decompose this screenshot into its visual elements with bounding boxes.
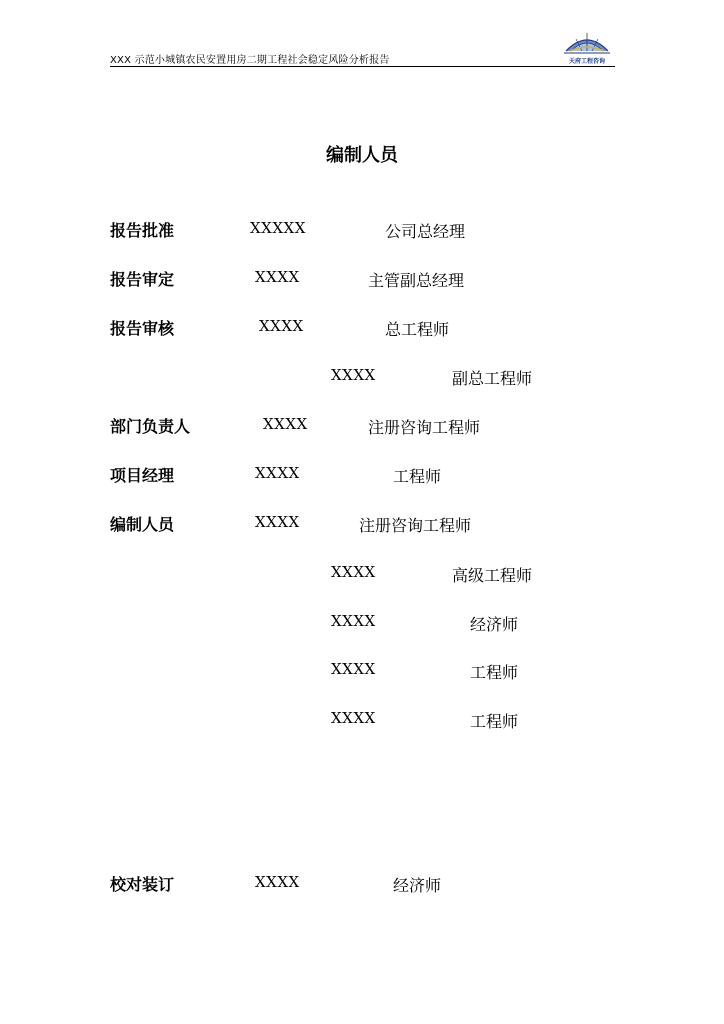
- logo-caption: 天府工程咨询: [568, 58, 605, 65]
- staff-title: 注册咨询工程师: [359, 516, 472, 535]
- staff-name: XXXX: [255, 268, 300, 286]
- staff-name: XXXX: [263, 415, 308, 433]
- staff-title: 注册咨询工程师: [368, 418, 481, 437]
- staff-title: 副总工程师: [452, 369, 533, 388]
- role-label: 部门负责人: [110, 417, 191, 436]
- staff-name: XXXX: [331, 563, 376, 581]
- staff-name: XXXX: [331, 660, 376, 678]
- staff-name: XXXX: [331, 709, 376, 727]
- staff-title: 工程师: [393, 467, 442, 486]
- staff-title: 高级工程师: [452, 566, 533, 585]
- staff-title: 工程师: [470, 663, 519, 682]
- staff-title: 公司总经理: [385, 222, 466, 241]
- staff-title: 经济师: [393, 876, 442, 895]
- staff-title: 主管副总经理: [368, 271, 465, 290]
- staff-name: XXXX: [255, 873, 300, 891]
- document-header: XXX 示范小城镇农民安置用房二期工程社会稳定风险分析报告: [110, 55, 390, 66]
- staff-name: XXXX: [331, 366, 376, 384]
- staff-name: XXXX: [259, 317, 304, 335]
- page-title: 编制人员: [326, 145, 398, 166]
- header-rule: [110, 66, 615, 67]
- role-label: 报告批准: [110, 221, 175, 240]
- staff-name: XXXXX: [250, 219, 306, 237]
- role-label: 校对装订: [110, 875, 175, 894]
- role-label: 报告审定: [110, 270, 175, 289]
- staff-title: 总工程师: [385, 320, 450, 339]
- staff-name: XXXX: [255, 513, 300, 531]
- role-label: 编制人员: [110, 515, 175, 534]
- staff-title: 工程师: [470, 712, 519, 731]
- role-label: 报告审核: [110, 319, 175, 338]
- staff-name: XXXX: [255, 464, 300, 482]
- staff-title: 经济师: [470, 615, 519, 634]
- role-label: 项目经理: [110, 466, 175, 485]
- staff-name: XXXX: [331, 612, 376, 630]
